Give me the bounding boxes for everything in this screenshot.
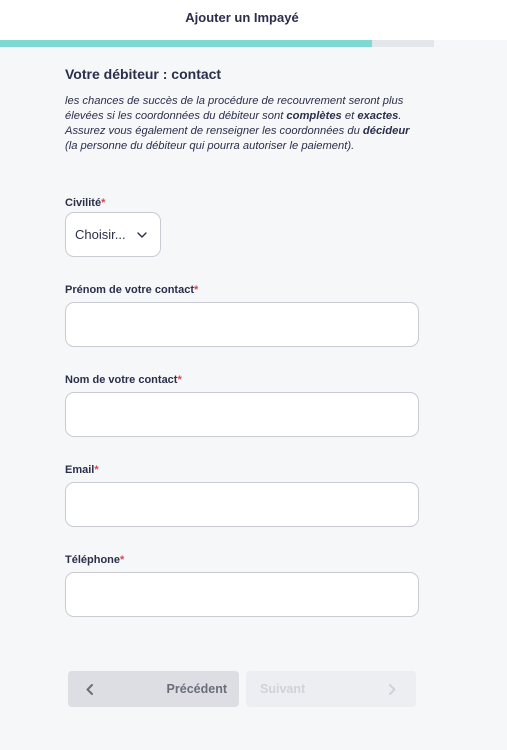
previous-button-label: Précédent xyxy=(166,682,227,696)
next-button-label: Suivant xyxy=(260,682,306,696)
email-field[interactable] xyxy=(65,482,419,527)
civilite-label: Civilité* xyxy=(65,197,106,209)
required-mark: * xyxy=(101,197,106,209)
page-title: Ajouter un Impayé xyxy=(185,10,299,25)
header-bar xyxy=(0,0,507,40)
telephone-field[interactable] xyxy=(65,572,419,617)
required-mark: * xyxy=(193,284,199,296)
civilite-select-value: Choisir... xyxy=(75,227,126,242)
progress-bar-fill xyxy=(0,40,372,47)
intro-text: les chances de succès de la procédure de recouvrement seront plus élevées si les coordonnées du débiteur sont complètes et exactes. Assurez vous également de renseigner les coordonnées du décideur (la personne du débiteur qui pourra autoriser le paiement). xyxy=(65,95,410,152)
nom-label: Nom de votre contact* xyxy=(65,374,182,386)
prenom-field[interactable] xyxy=(65,302,419,347)
chevron-down-icon xyxy=(132,232,152,238)
required-mark: * xyxy=(177,374,182,386)
chevron-left-icon xyxy=(86,684,93,695)
telephone-label: Téléphone* xyxy=(65,554,125,566)
progress-bar xyxy=(0,40,434,47)
required-mark: * xyxy=(120,554,125,566)
next-button[interactable] xyxy=(246,671,416,707)
chevron-right-icon xyxy=(389,684,396,695)
email-label: Email* xyxy=(65,464,99,476)
civilite-select[interactable] xyxy=(65,212,161,257)
nom-field[interactable] xyxy=(65,392,419,437)
required-mark: * xyxy=(94,464,99,476)
prenom-label: Prénom de votre contact* xyxy=(65,284,199,296)
section-title: Votre débiteur : contact xyxy=(65,66,222,82)
previous-button[interactable] xyxy=(68,671,239,707)
